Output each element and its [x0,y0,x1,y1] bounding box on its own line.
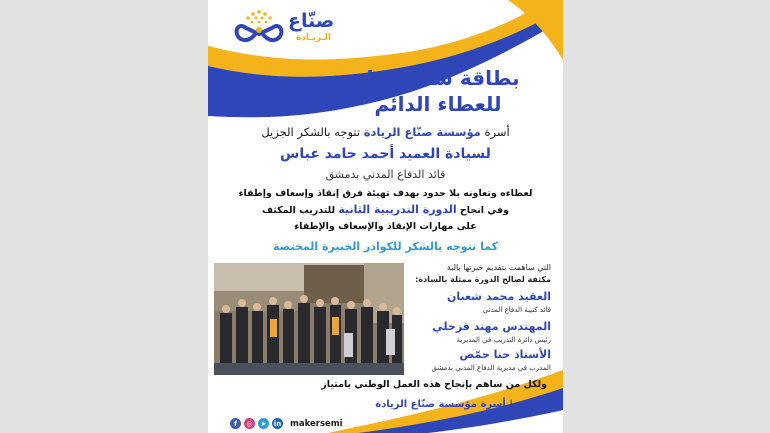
thanks-experts: كما نتوجه بالشكر للكوادر الخبيرة المختصة [272,240,498,253]
body-line2-highlight: الدورة التدريبية الثانية [338,203,457,216]
honoree-name: لسيادة العميد أحمد حامد عباس [280,146,491,162]
body-line2-suffix: للتدريب المكثف [261,205,339,216]
logo-subtitle: الـريـادة [296,33,331,43]
facebook-icon[interactable]: f [230,418,241,429]
experts-intro-line2: مكثفة لصالح الدورة ممثلة بالسادة: [415,275,551,284]
expert-title: المدرب في مديرية الدفاع المدني بدمشق [431,364,551,372]
expert-title: رئيس دائرة التدريب في المديرية [456,336,551,344]
instagram-icon[interactable]: ◎ [244,418,255,429]
intro-line [208,125,563,139]
telegram-icon[interactable]: ➤ [258,418,269,429]
thank-you-card [208,0,563,433]
closing-line: ولكل من ساهم بإنجاح هذه العمل الوطني بامتياز [321,379,547,390]
card-title-line2: للعطاء الدائم [374,92,502,116]
body-line3: على مهارات الإنقاذ والإسعاف والإطفاء [294,221,477,232]
expert-name: المهندس مهند قزحلي [432,320,551,333]
expert-name: العقيد محمد شعبان [446,290,551,303]
social-handle[interactable]: makersemi [290,418,343,429]
intro-suffix: تتوجه بالشكر الجزيل [261,125,364,139]
intro-org: مؤسسة صنّاع الريادة [363,125,481,139]
logo-emblem-icon [230,6,288,46]
body-line1: لعطاءه وتعاونه بلا حدود بهدف تهيئة فرق إنقاذ وإسعاف وإطفاء [238,188,533,199]
group-photo [214,263,404,375]
signature: | أسرة مؤسسة صنّاع الريادة [375,399,513,410]
logo-word: صنّاع [288,10,335,32]
expert-title: قائد كتيبة الدفاع المدني [482,306,551,314]
body-line2-prefix: وفي انجاح [456,205,510,216]
expert-name: الأستاذ حنا حمّص [459,348,551,361]
honoree-role: قائد الدفاع المدني بدمشق [325,168,446,181]
linkedin-icon[interactable]: in [273,419,282,428]
body-line2 [208,203,563,216]
logo [230,6,350,46]
experts-intro-line1: التي ساهمت بتقديم خبرتها بالية [446,263,551,272]
social-bar [230,418,343,429]
intro-prefix: أسرة [480,125,510,139]
card-title-line1: بطاقة شكر وثناء [356,66,520,90]
signature-text: أسرة مؤسسة صنّاع الريادة [375,399,506,410]
